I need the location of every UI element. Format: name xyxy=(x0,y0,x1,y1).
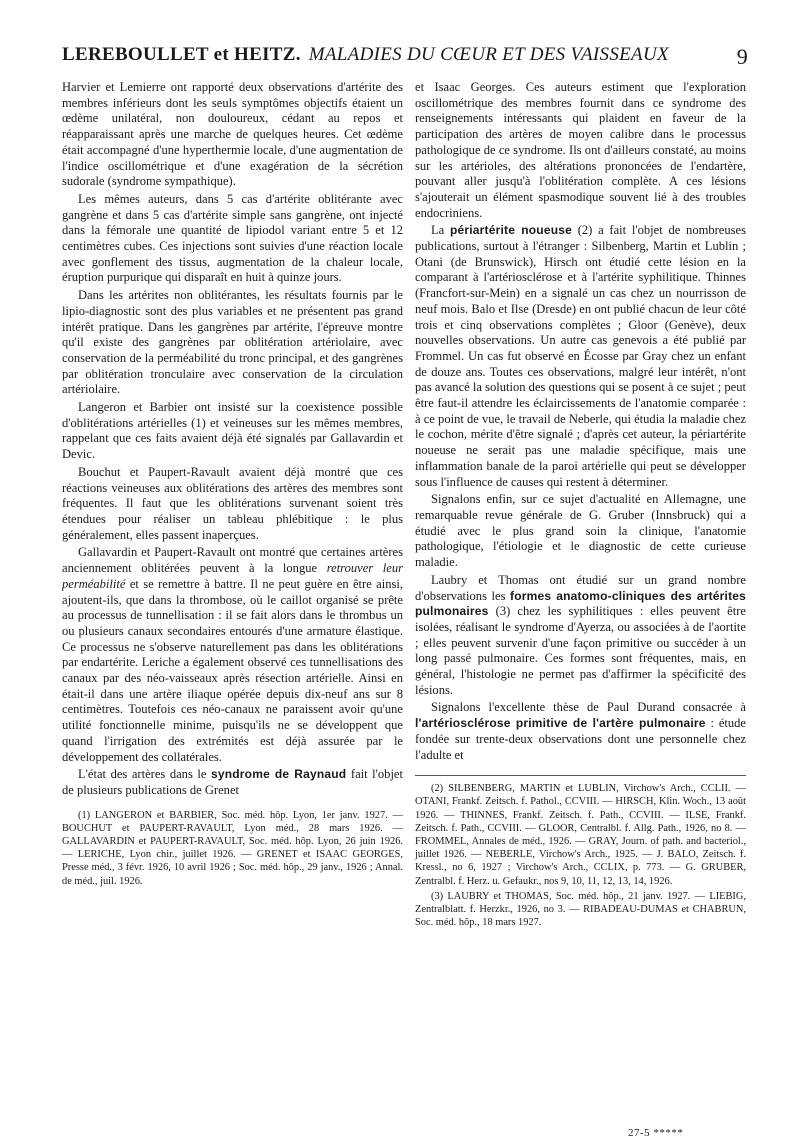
text-run: (3) chez les syphilitiques : elles peuvent être isolées, réalisant le syndrome d'Ayerza, ou associées à de l'aortite ; elles peuvent survenir d'une façon primitive ou succéder à un long passé pulmonaire. Ces formes sont fréquentes, mais, en général, l'histologie ne permet pas d'affirmer la spécificité des lésions. xyxy=(415,604,746,697)
paragraph xyxy=(415,223,746,490)
footnote-rule xyxy=(415,775,746,776)
footnote: (3) LAUBRY et THOMAS, Soc. méd. hôp., 21 janv. 1927. — LIEBIG, Zentralblatt. f. Herzkr., 1926, no 3. — RIBADEAU-DUMAS et CHABRUN, Soc. méd. hôp., 18 mars 1927. xyxy=(415,890,746,929)
text-run: Laubry et Thomas ont étudié sur un grand nombre d'observations les xyxy=(415,572,746,603)
paragraph: et Isaac Georges. Ces auteurs estiment que l'exploration oscillométrique des membres fournit dans ce syndrome des renseignements intéressants qui plaident en faveur de la participation des artères de moyen calibre dans le processus pathologique de ce syndrome. Ils ont d'ailleurs constaté, au moins sur les artérioles, des altérations prononcées de l'endartère, pouvant aller jusqu'à l'oblitération complète. A ces lésions s'ajouterait un élément spasmodique souvent lié à des troubles endocriniens. xyxy=(415,80,746,220)
heading-term: périartérite noueuse xyxy=(449,223,572,238)
heading-term: syndrome de Raynaud xyxy=(211,767,347,782)
text-run: La xyxy=(431,223,445,238)
text-run: L'état des artères dans le xyxy=(78,767,207,782)
text-run: Gallavardin et Paupert-Ravault ont montré que certaines artères anciennement oblitérées peuvent à la longue xyxy=(62,545,403,576)
footnote-spacer xyxy=(415,765,746,773)
paragraph: Bouchut et Paupert-Ravault avaient déjà montré que ces réactions veineuses aux oblitérations des artères des membres sont fréquentes. Il faut que les oblitérations survenant soient très étendues pour réaliser un tableau phlébitique : le plus généralement, elles passent inaperçues. xyxy=(62,464,403,542)
left-column xyxy=(62,80,403,890)
paragraph: Signalons enfin, sur ce sujet d'actualité en Allemagne, une remarquable revue générale de G. Gruber (Innsbruck) qui a étudié avec le plus grand soin la clinique, l'anatomie pathologique, l'étiologie et le diagnostic de cette curieuse maladie. xyxy=(415,492,746,570)
footnote: (1) LANGERON et BARBIER, Soc. méd. hôp. Lyon, 1er janv. 1927. — BOUCHUT et PAUPERT-RAVAULT, Lyon méd., 28 mars 1926. — GALLAVARDIN et PAUPERT-RAVAULT, Soc. méd. hôp. Lyon, 26 juin 1926. — LERICHE, Lyon chir., juillet 1926. — GRENET et ISAAC GEORGES, Presse méd., 3 févr. 1926, 10 avril 1926 ; Soc. méd. hôp., 29 janv., 1926 ; Annal. de méd., juil. 1926. xyxy=(62,809,403,887)
text-run: et se remettre à battre. Il ne peut guère en être ainsi, ajoutent-ils, que dans la thrombose, où le caillot organisé se prête au processus de tunnellisation : il se fait alors dans le thrombus un ou plusieurs canaux secondaires entourés d'une armature élastique. Ce processus ne s'observe naturellement pas dans les oblitérations par endartérite. Leriche a également observé ces tunnellisations des canaux par des néo-vaisseaux après résection artérielle. Ainsi en était-il dans une artère iliaque opérée depuis dix-neuf ans sur 8 centimètres. Toutefois ces néo-canaux ne paraissent avoir qu'une utilité fonctionnelle minime, puisqu'ils ne se développent que quand l'irrigation des extrémités est déjà assurée par le développement des collatérales. xyxy=(62,576,403,764)
paragraph xyxy=(62,545,403,765)
text-run: : étude fondée sur trente-deux observations dont une personnelle chez l'adulte et xyxy=(415,716,746,762)
heading-term: l'artériosclérose primitive de l'artère pulmonaire xyxy=(415,716,706,731)
running-header xyxy=(62,44,748,78)
paragraph: Langeron et Barbier ont insisté sur la coexistence possible d'oblitérations artérielles (1) et veineuses sur les mêmes membres, rappelant que ces faits avaient déjà été signalés par Gallavardin et Devic. xyxy=(62,400,403,462)
text-run: (2) a fait l'objet de nombreuses publications, surtout à l'étranger : Silbenberg, Martin et Lublin ; Otani (de Brunswick), Hirsch ont étudié cette lésion en la comparant à l'artériosclérose et à l'artérite syphilitique. Thinnes (Francfort-sur-Mein) en a signalé un cas chez un nourrisson de neuf mois. Balo et Ilse (Dresde) en ont publié chacun de leur côté trois et cinq observations complètes ; Gloor (Genève), deux nouvelles observations. Un autre cas genevois a été publié par Frommel. Un cas fut observé en Écosse par Gray chez un enfant de douze ans. Toutes ces observations, malgré leur intérêt, n'ont pas avancé la solution des questions qui se posent à ce sujet ; peut être faut-il attendre les éclaircissements de l'anatomie comparée : à ce point de vue, le travail de Neberle, qui étudia la maladie chez le cochon, mérite d'être signalé ; d'après cet auteur, la périartérite noueuse ne serait pas une maladie spécifique, mais une inflammation banale de la paroi artérielle qui peut se développer sous l'influence de causes qui restent à déterminer. xyxy=(415,223,746,489)
right-column xyxy=(415,80,746,931)
paragraph xyxy=(415,573,746,699)
header-authors: LEREBOULLET et HEITZ. xyxy=(62,44,301,65)
emphasis-italic: retrouver leur perméabilité xyxy=(62,561,403,591)
page-number: 9 xyxy=(736,44,748,69)
text-run: Signalons l'excellente thèse de Paul Durand consacrée à xyxy=(431,700,746,715)
text-run: fait l'objet de plusieurs publications de Grenet xyxy=(62,767,403,797)
paragraph: Harvier et Lemierre ont rapporté deux observations d'artérite des membres inférieurs dont les seuls symptômes objectifs étaient un œdème unilatéral, non douloureux, cédant au repos et réapparaissant après une marche de quelques heures. Cet œdème était accompagné d'une hyperthermie locale, d'une augmentation de l'indice oscillométrique et d'une exagération de la sécrétion sudorale (syndrome sympathique). xyxy=(62,80,403,189)
heading-term: formes anatomo-cliniques des artérites pulmonaires xyxy=(415,588,747,619)
paragraph xyxy=(62,767,403,798)
paragraph: Les mêmes auteurs, dans 5 cas d'artérite oblitérante avec gangrène et dans 5 cas d'artérite simple sans gangrène, ont injecté dans la fémorale une quantité de lipiodol variant entre 5 et 12 centimètres cubes. Ces injections sont suivies d'une réaction locale avec gonflement des tissus, augmentation de la chaleur locale, éruption purpurique qui disparaît en huit à quinze jours. xyxy=(62,191,403,285)
footnote-spacer xyxy=(62,801,403,809)
footnote: (2) SILBENBERG, MARTIN et LUBLIN, Virchow's Arch., CCLII. — OTANI, Frankf. Zeitsch. f. Pathol., CCVIII. — HIRSCH, Klin. Woch., 13 août 1926. — THINNES, Frankf. Zeitsch. f. Path., CCVIII. — ILSE, Frankf. Zeitsch. f. Path., CCVIII. — GLOOR, Centralbl. f. Allg. Path., 1926, no 8. — FROMMEL, Annales de méd., 1926. — GRAY, Journ. of path. and bacteriol., juillet 1926. — NEBERLE, Virchow's Arch., 1925. — J. BALO, Zeitsch. f. Kressl., no 6, 1927 ; Virchow's Arch., CCLIX, p. 773. — G. GRUBER, Zentralbl. f. Herz. u. Gefaukr., nos 9, 10, 11, 12, 13, 14, 1926. xyxy=(415,783,746,887)
printer-signature: 27-5 ***** xyxy=(628,1127,684,1139)
paragraph xyxy=(415,700,746,763)
paragraph: Dans les artérites non oblitérantes, les résultats fournis par le lipio-diagnostic sont des plus variables et ne présentent pas grand intérêt pratique. Dans les gangrènes par artérite, l'épreuve montre qu'il existe des gangrènes par oblitération artériolaire, avec conservation de la perméabilité du tronc principal, et des gangrènes par oblitération tronculaire avec conservation de la circulation artériolaire. xyxy=(62,288,403,397)
header-title: MALADIES DU CŒUR ET DES VAISSEAUX xyxy=(308,44,669,65)
